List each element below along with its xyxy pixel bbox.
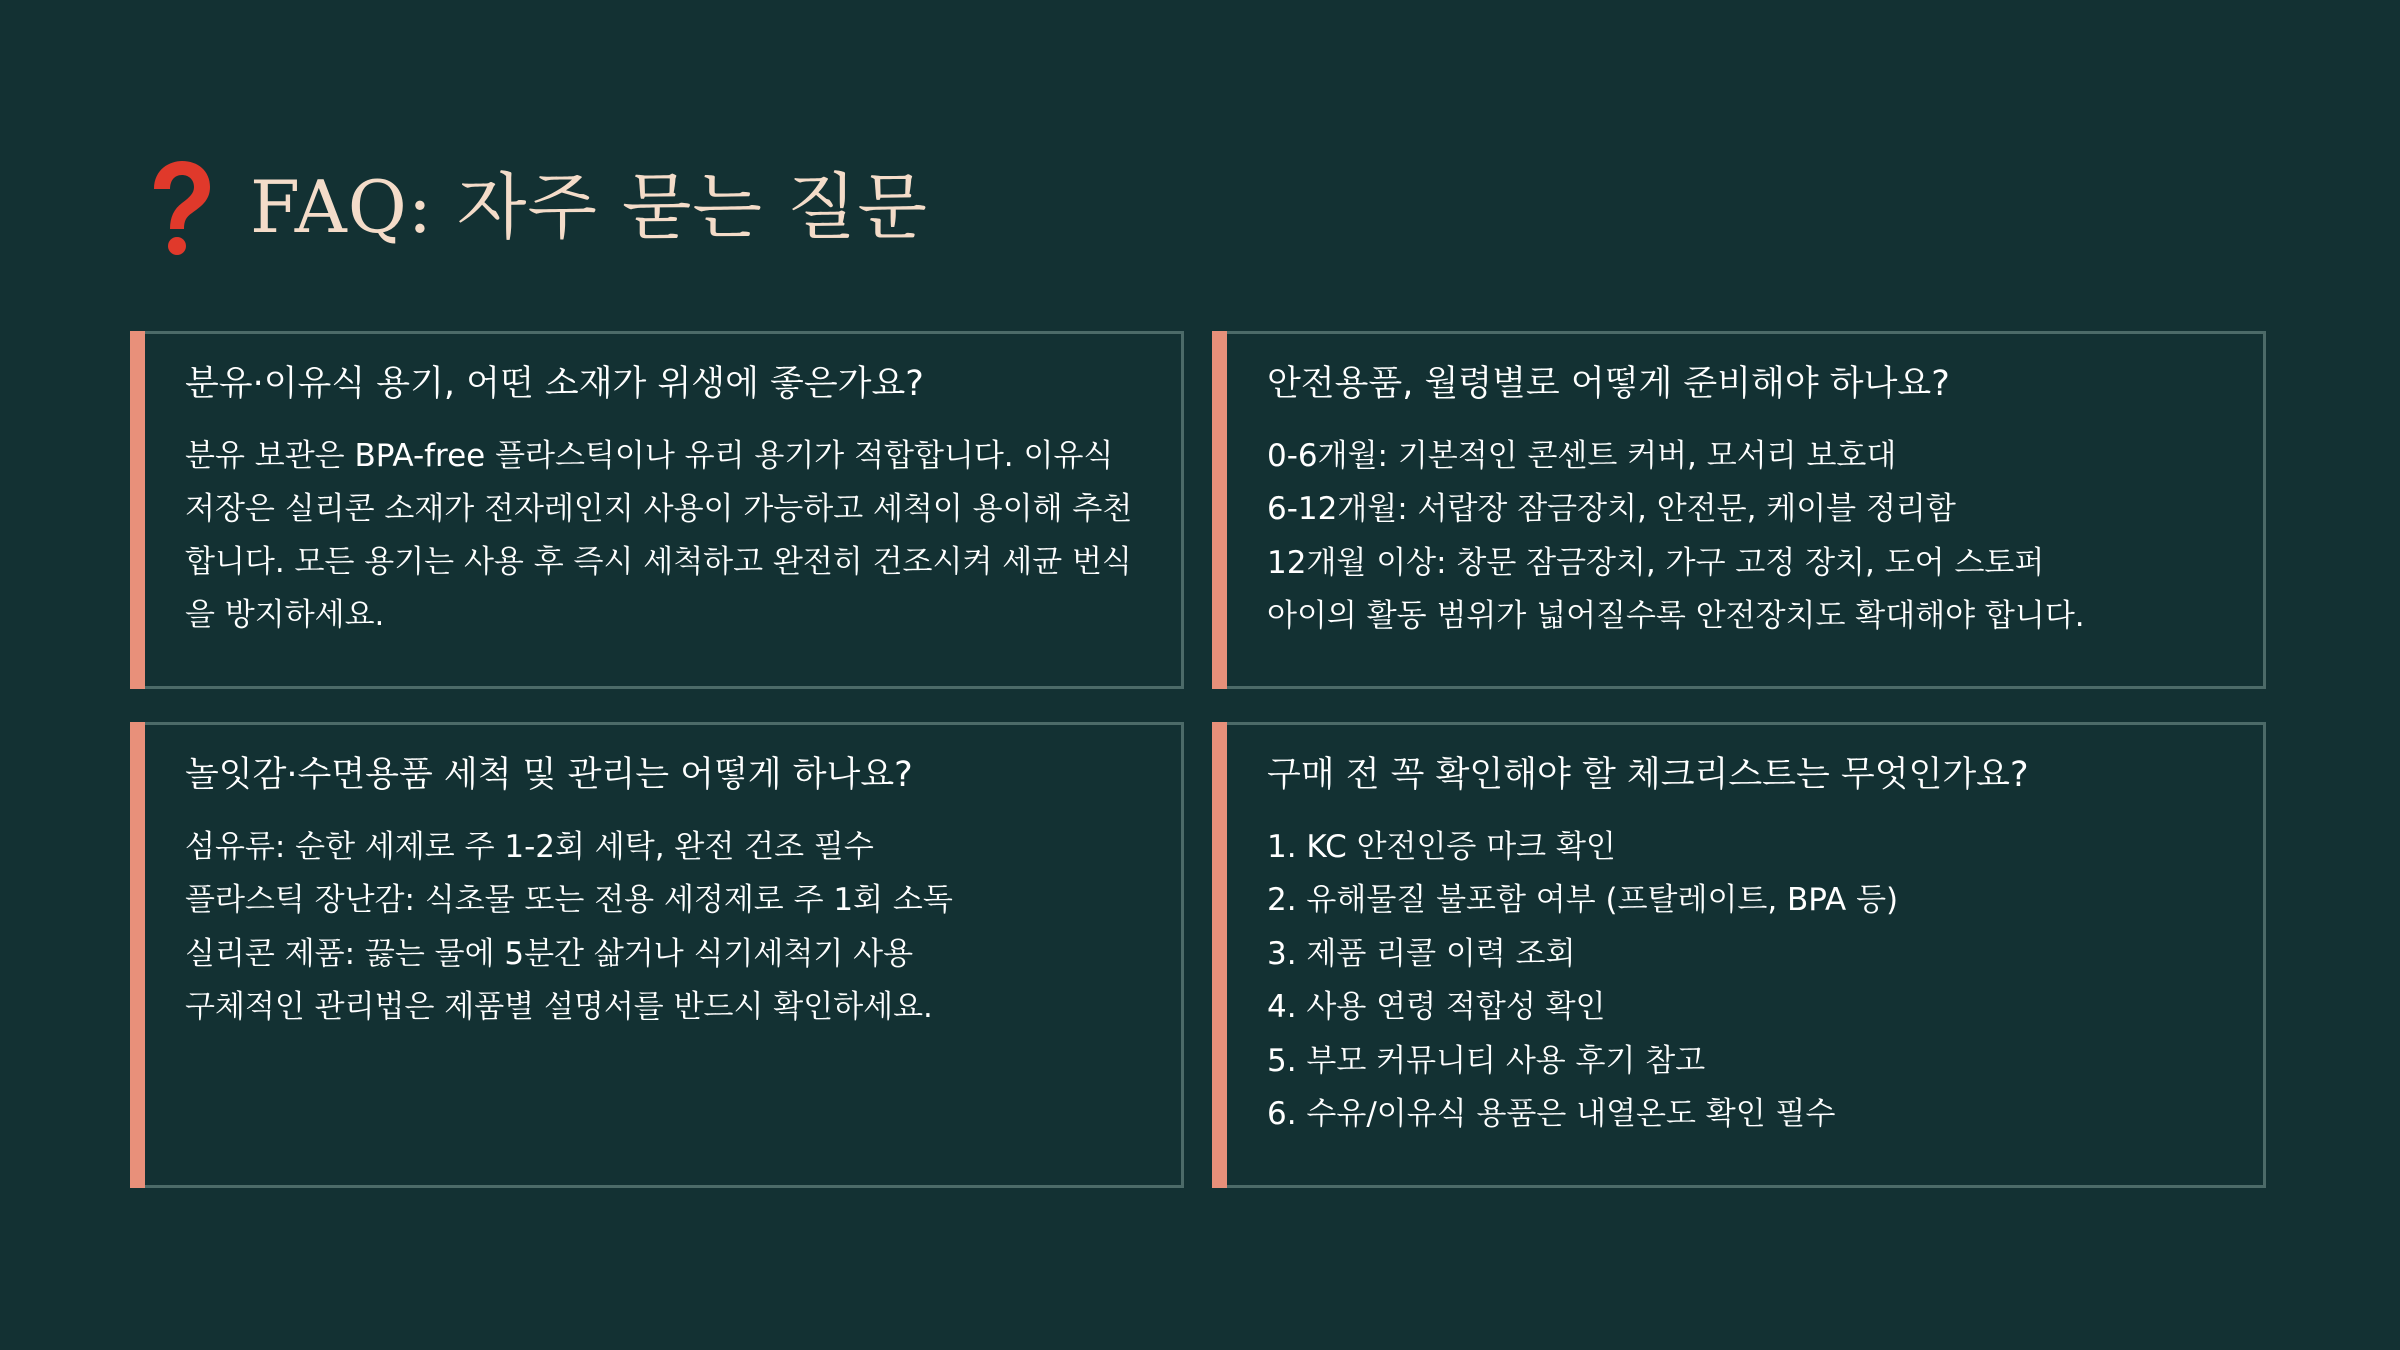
faq-question: 놀잇감·수면용품 세척 및 관리는 어떻게 하나요? [185,755,913,795]
list-item: 6-12개월: 서랍장 잠금장치, 안전문, 케이블 정리함 [1267,491,1956,527]
faq-question: 구매 전 꼭 확인해야 할 체크리스트는 무엇인가요? [1267,755,2029,795]
list-item: 12개월 이상: 창문 잠금장치, 가구 고정 장치, 도어 스토퍼 [1267,544,2045,581]
list-item: 구체적인 관리법은 제품별 설명서를 반드시 확인하세요. [185,989,933,1025]
page-title: FAQ: 자주 묻는 질문 [250,165,928,249]
list-item: 6. 수유/이유식 용품은 내열온도 확인 필수 [1267,1096,1836,1132]
faq-question: 안전용품, 월령별로 어떻게 준비해야 하나요? [1267,364,1950,404]
faq-answer-list [1267,821,2227,1142]
list-item: 섬유류: 순한 세제로 주 1-2회 세탁, 완전 건조 필수 [185,828,874,865]
list-item: 플라스틱 장난감: 식초물 또는 전용 세정제로 주 1회 소독 [185,882,953,918]
faq-answer: 분유 보관은 BPA-free 플라스틱이나 유리 용기가 적합합니다. 이유식 저장은 실리콘 소재가 전자레인지 사용이 가능하고 세척이 용이해 추천합니다. 모든 용기는 사용 후 즉시 세척하고 완전히 건조시켜 세균 번식을 방지하세요. [185,437,1133,633]
list-item: 아이의 활동 범위가 넓어질수록 안전장치도 확대해야 합니다. [1267,598,2085,634]
list-item: 1. KC 안전인증 마크 확인 [1267,828,1616,865]
list-item: 5. 부모 커뮤니티 사용 후기 참고 [1267,1042,1706,1079]
faq-card-safety [1212,331,2266,689]
list-item: 실리콘 제품: 끓는 물에 5분간 삶거나 식기세척기 사용 [185,935,914,972]
faq-answer-list [185,821,1145,1035]
faq-question: 분유·이유식 용기, 어떤 소재가 위생에 좋은가요? [185,364,924,404]
faq-card-cleaning [130,722,1184,1188]
faq-answer-list [1267,430,2227,644]
list-item: 2. 유해물질 불포함 여부 (프탈레이트, BPA 등) [1267,882,1899,918]
faq-card-checklist [1212,722,2266,1188]
list-item: 3. 제품 리콜 이력 조회 [1267,935,1576,972]
page-title-row [140,152,928,262]
list-item: 0-6개월: 기본적인 콘센트 커버, 모서리 보호대 [1267,437,1897,474]
question-mark-icon [140,157,220,257]
list-item: 4. 사용 연령 적합성 확인 [1267,989,1606,1025]
faq-card-containers [130,331,1184,689]
